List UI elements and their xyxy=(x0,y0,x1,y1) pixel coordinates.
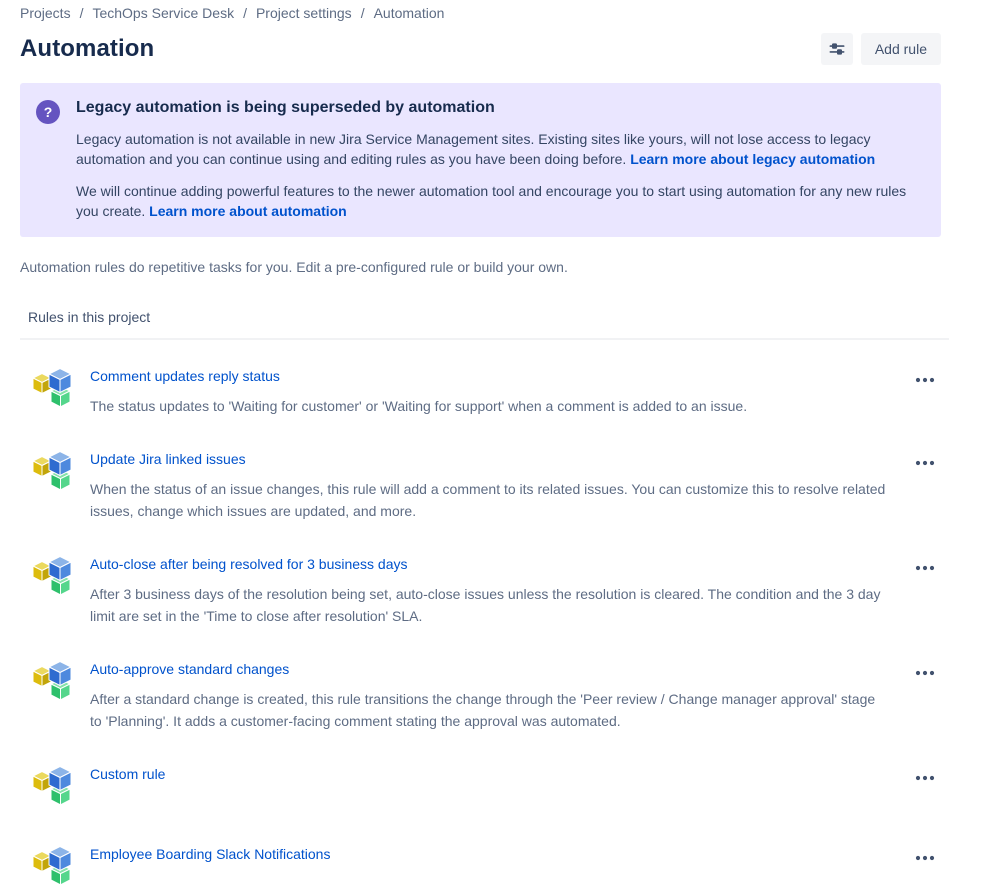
automation-learn-more-link[interactable]: Learn more about automation xyxy=(149,203,347,219)
banner-paragraph-2 xyxy=(76,181,925,221)
automation-settings-page xyxy=(0,5,999,892)
legacy-automation-banner xyxy=(20,83,941,237)
rule-row xyxy=(20,364,941,417)
rule-content xyxy=(90,842,890,864)
rule-more-options-button[interactable] xyxy=(909,556,941,580)
ellipsis-icon xyxy=(913,368,937,392)
rule-description: When the status of an issue changes, this rule will add a comment to its related issues. You can customize this to resolve related issues, change which issues are updated, and more. xyxy=(90,481,886,519)
rule-row xyxy=(20,447,941,522)
ellipsis-icon xyxy=(913,766,937,790)
ellipsis-icon xyxy=(913,556,937,580)
legacy-automation-cubes-icon xyxy=(32,364,76,412)
breadcrumb-separator: / xyxy=(360,5,365,21)
rule-description: The status updates to 'Waiting for customer' or 'Waiting for support' when a comment is added to an issue. xyxy=(90,398,748,414)
breadcrumb-automation[interactable]: Automation xyxy=(373,5,445,21)
breadcrumb-separator: / xyxy=(79,5,84,21)
ellipsis-icon xyxy=(913,661,937,685)
rule-row xyxy=(20,842,941,892)
rule-settings-button[interactable] xyxy=(821,33,853,65)
ellipsis-icon xyxy=(913,451,937,475)
intro-text: Automation rules do repetitive tasks for you. Edit a pre-configured rule or build your own. xyxy=(20,259,568,275)
banner-paragraph-2-text: We will continue adding powerful features to the newer automation tool and encourage you to start using automation for any new rules you create. xyxy=(76,183,907,219)
breadcrumb-project[interactable]: TechOps Service Desk xyxy=(92,5,235,21)
rule-row xyxy=(20,657,941,732)
legacy-automation-cubes-icon xyxy=(32,447,76,495)
legacy-automation-cubes-icon xyxy=(32,842,76,890)
banner-body xyxy=(76,99,925,221)
rule-more-options-button[interactable] xyxy=(909,451,941,475)
rule-title-link[interactable]: Auto-close after being resolved for 3 business days xyxy=(90,556,408,572)
banner-title: Legacy automation is being superseded by automation xyxy=(76,99,495,116)
rule-content xyxy=(90,762,890,784)
rule-title-link[interactable]: Update Jira linked issues xyxy=(90,451,246,467)
rule-more-options-button[interactable] xyxy=(909,661,941,685)
rule-row xyxy=(20,762,941,812)
ellipsis-icon xyxy=(913,846,937,870)
filter-sliders-icon xyxy=(827,39,847,59)
legacy-automation-cubes-icon xyxy=(32,552,76,600)
rule-content xyxy=(90,657,890,732)
banner-paragraph-1-text: Legacy automation is not available in new Jira Service Management sites. Existing sites like yours, will not lose access to legacy automation and you can continue using and editing rules as you have been doing before. xyxy=(76,131,871,167)
rule-content xyxy=(90,447,890,522)
rule-more-options-button[interactable] xyxy=(909,766,941,790)
header-actions xyxy=(821,33,941,65)
section-divider xyxy=(20,338,949,340)
rule-description: After a standard change is created, this rule transitions the change through the 'Peer review / Change manager approval' stage to 'Planning'. It adds a customer-facing comment stating the approval was automated. xyxy=(90,691,876,729)
rule-content xyxy=(90,552,890,627)
rule-row xyxy=(20,552,941,627)
question-mark-icon: ? xyxy=(36,100,60,124)
rule-more-options-button[interactable] xyxy=(909,846,941,870)
legacy-automation-cubes-icon xyxy=(32,657,76,705)
page-title: Automation xyxy=(20,35,155,62)
breadcrumb-projects[interactable]: Projects xyxy=(20,5,71,21)
legacy-automation-learn-more-link[interactable]: Learn more about legacy automation xyxy=(630,151,876,167)
rule-title-link[interactable]: Auto-approve standard changes xyxy=(90,661,290,677)
add-rule-button[interactable]: Add rule xyxy=(861,33,941,65)
rule-more-options-button[interactable] xyxy=(909,368,941,392)
breadcrumb xyxy=(20,5,941,21)
rules-list xyxy=(20,364,941,892)
legacy-automation-cubes-icon xyxy=(32,762,76,810)
rule-title-link[interactable]: Custom rule xyxy=(90,766,166,782)
page-header xyxy=(20,33,941,65)
breadcrumb-separator: / xyxy=(243,5,247,21)
rule-title-link[interactable]: Comment updates reply status xyxy=(90,368,280,384)
rule-title-link[interactable]: Employee Boarding Slack Notifications xyxy=(90,846,331,862)
rule-content xyxy=(90,364,890,417)
banner-paragraph-1 xyxy=(76,129,925,169)
breadcrumb-project-settings[interactable]: Project settings xyxy=(255,5,352,21)
rules-section-heading: Rules in this project xyxy=(28,309,151,325)
rule-description: After 3 business days of the resolution being set, auto-close issues unless the resolution is cleared. The condition and the 3 day limit are set in the 'Time to close after resolution' SLA. xyxy=(90,586,881,624)
